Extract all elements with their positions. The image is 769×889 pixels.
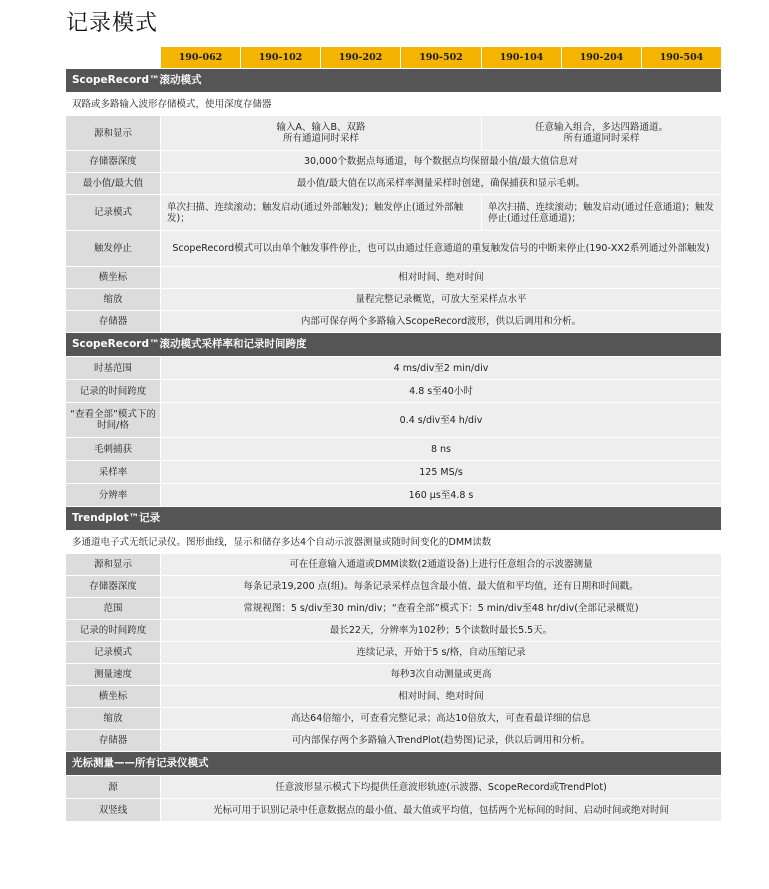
row-label: 缩放 — [66, 708, 161, 730]
table-row — [66, 461, 722, 484]
row-value: 最长22天，分辨率为102秒；5个读数时最长5.5天。 — [161, 620, 722, 642]
row-value: 常规视图：5 s/div至30 min/div；“查看全部”模式下：5 min/div至48 hr/div(全部记录概览) — [161, 598, 722, 620]
row-label: 存储器深度 — [66, 151, 161, 173]
row-label: 存储器 — [66, 311, 161, 333]
section-header-trendplot: Trendplot™记录 — [66, 507, 722, 531]
row-label: 范围 — [66, 598, 161, 620]
row-label: 记录的时间跨度 — [66, 620, 161, 642]
table-row — [66, 642, 722, 664]
row-label: 记录模式 — [66, 195, 161, 231]
model-190-204: 190-204 — [562, 47, 642, 69]
row-label: 触发停止 — [66, 231, 161, 267]
table-row — [66, 554, 722, 576]
table-row — [66, 116, 722, 151]
row-value-2ch: 输入A、输入B、双路 所有通道同时采样 — [161, 116, 482, 151]
table-row — [66, 151, 722, 173]
table-row — [66, 576, 722, 598]
table-row — [66, 776, 722, 799]
table-row — [66, 311, 722, 333]
row-label: 分辨率 — [66, 484, 161, 507]
table-row — [66, 484, 722, 507]
table-row — [66, 664, 722, 686]
table-row — [66, 799, 722, 822]
row-label: 毛刺捕获 — [66, 438, 161, 461]
row-label: 源和显示 — [66, 116, 161, 151]
row-value: 可在任意输入通道或DMM读数(2通道设备)上进行任意组合的示波器测量 — [161, 554, 722, 576]
row-value: ScopeRecord模式可以由单个触发事件停止，也可以由通过任意通道的重复触发信号的中断来停止(190-XX2系列通过外部触发) — [161, 231, 722, 267]
model-190-062: 190-062 — [161, 47, 241, 69]
row-value: 相对时间、绝对时间 — [161, 267, 722, 289]
model-190-102: 190-102 — [241, 47, 321, 69]
row-value: 125 MS/s — [161, 461, 722, 484]
row-value: 可内部保存两个多路输入TrendPlot(趋势图)记录，供以后调用和分析。 — [161, 730, 722, 752]
spec-table — [65, 46, 722, 822]
row-value: 160 µs至4.8 s — [161, 484, 722, 507]
model-190-104: 190-104 — [482, 47, 562, 69]
model-190-502: 190-502 — [401, 47, 482, 69]
table-row — [66, 438, 722, 461]
row-label: 测量速度 — [66, 664, 161, 686]
row-value: 最小值/最大值在以高采样率测量采样时创建，确保捕获和显示毛刺。 — [161, 173, 722, 195]
table-row — [66, 380, 722, 403]
row-value: 连续记录，开始于5 s/格，自动压缩记录 — [161, 642, 722, 664]
row-value: 光标可用于识别记录中任意数据点的最小值、最大值或平均值，包括两个光标间的时间、启动时间或绝对时间 — [161, 799, 722, 822]
row-label: 源 — [66, 776, 161, 799]
table-row — [66, 357, 722, 380]
row-label: 缩放 — [66, 289, 161, 311]
row-label: 最小值/最大值 — [66, 173, 161, 195]
row-label: 存储器深度 — [66, 576, 161, 598]
row-label: “查看全部”模式下的时间/格 — [66, 403, 161, 438]
model-190-504: 190-504 — [642, 47, 722, 69]
row-value: 内部可保存两个多路输入ScopeRecord波形，供以后调用和分析。 — [161, 311, 722, 333]
row-value-2ch: 单次扫描、连续滚动；触发启动(通过外部触发)；触发停止(通过外部触发)； — [161, 195, 482, 231]
section-header-scoperecord: ScopeRecord™滚动模式 — [66, 69, 722, 93]
row-label: 时基范围 — [66, 357, 161, 380]
row-value: 4 ms/div至2 min/div — [161, 357, 722, 380]
section-header-cursor: 光标测量——所有记录仪模式 — [66, 752, 722, 776]
row-value: 相对时间、绝对时间 — [161, 686, 722, 708]
row-value: 任意波形显示模式下均提供任意波形轨迹(示波器、ScopeRecord或TrendPlot) — [161, 776, 722, 799]
row-label: 记录模式 — [66, 642, 161, 664]
table-row — [66, 708, 722, 730]
table-row — [66, 686, 722, 708]
section-header-sampling: ScopeRecord™滚动模式采样率和记录时间跨度 — [66, 333, 722, 357]
table-row — [66, 620, 722, 642]
row-value: 每条记录19,200 点(组)。每条记录采样点包含最小值、最大值和平均值，还有日期和时间戳。 — [161, 576, 722, 598]
table-row — [66, 598, 722, 620]
row-value: 0.4 s/div至4 h/div — [161, 403, 722, 438]
section-intro-trendplot: 多通道电子式无纸记录仪。图形曲线，显示和储存多达4个自动示波器测量或随时间变化的DMM读数 — [66, 531, 722, 554]
row-value: 量程完整记录概览，可放大至采样点水平 — [161, 289, 722, 311]
row-value-4ch: 任意输入组合，多达四路通道。 所有通道同时采样 — [482, 116, 722, 151]
row-label: 双竖线 — [66, 799, 161, 822]
model-header-row — [66, 47, 722, 69]
row-value: 高达64倍缩小，可查看完整记录；高达10倍放大，可查看最详细的信息 — [161, 708, 722, 730]
table-row — [66, 289, 722, 311]
header-blank-cell — [66, 47, 161, 69]
row-label: 记录的时间跨度 — [66, 380, 161, 403]
row-label: 源和显示 — [66, 554, 161, 576]
table-row — [66, 195, 722, 231]
table-row — [66, 267, 722, 289]
table-row — [66, 730, 722, 752]
row-label: 横坐标 — [66, 686, 161, 708]
table-row — [66, 173, 722, 195]
row-value: 8 ns — [161, 438, 722, 461]
row-value: 30,000个数据点每通道，每个数据点均保留最小值/最大值信息对 — [161, 151, 722, 173]
row-value-4ch: 单次扫描、连续滚动；触发启动(通过任意通道)；触发停止(通过任意通道)； — [482, 195, 722, 231]
page-title: 记录模式 — [66, 11, 159, 36]
row-value: 4.8 s至40小时 — [161, 380, 722, 403]
row-label: 采样率 — [66, 461, 161, 484]
model-190-202: 190-202 — [321, 47, 401, 69]
table-row — [66, 403, 722, 438]
table-row — [66, 231, 722, 267]
section-intro-scoperecord: 双路或多路输入波形存储模式，使用深度存储器 — [66, 93, 722, 116]
row-value: 每秒3次自动测量或更高 — [161, 664, 722, 686]
row-label: 横坐标 — [66, 267, 161, 289]
row-label: 存储器 — [66, 730, 161, 752]
